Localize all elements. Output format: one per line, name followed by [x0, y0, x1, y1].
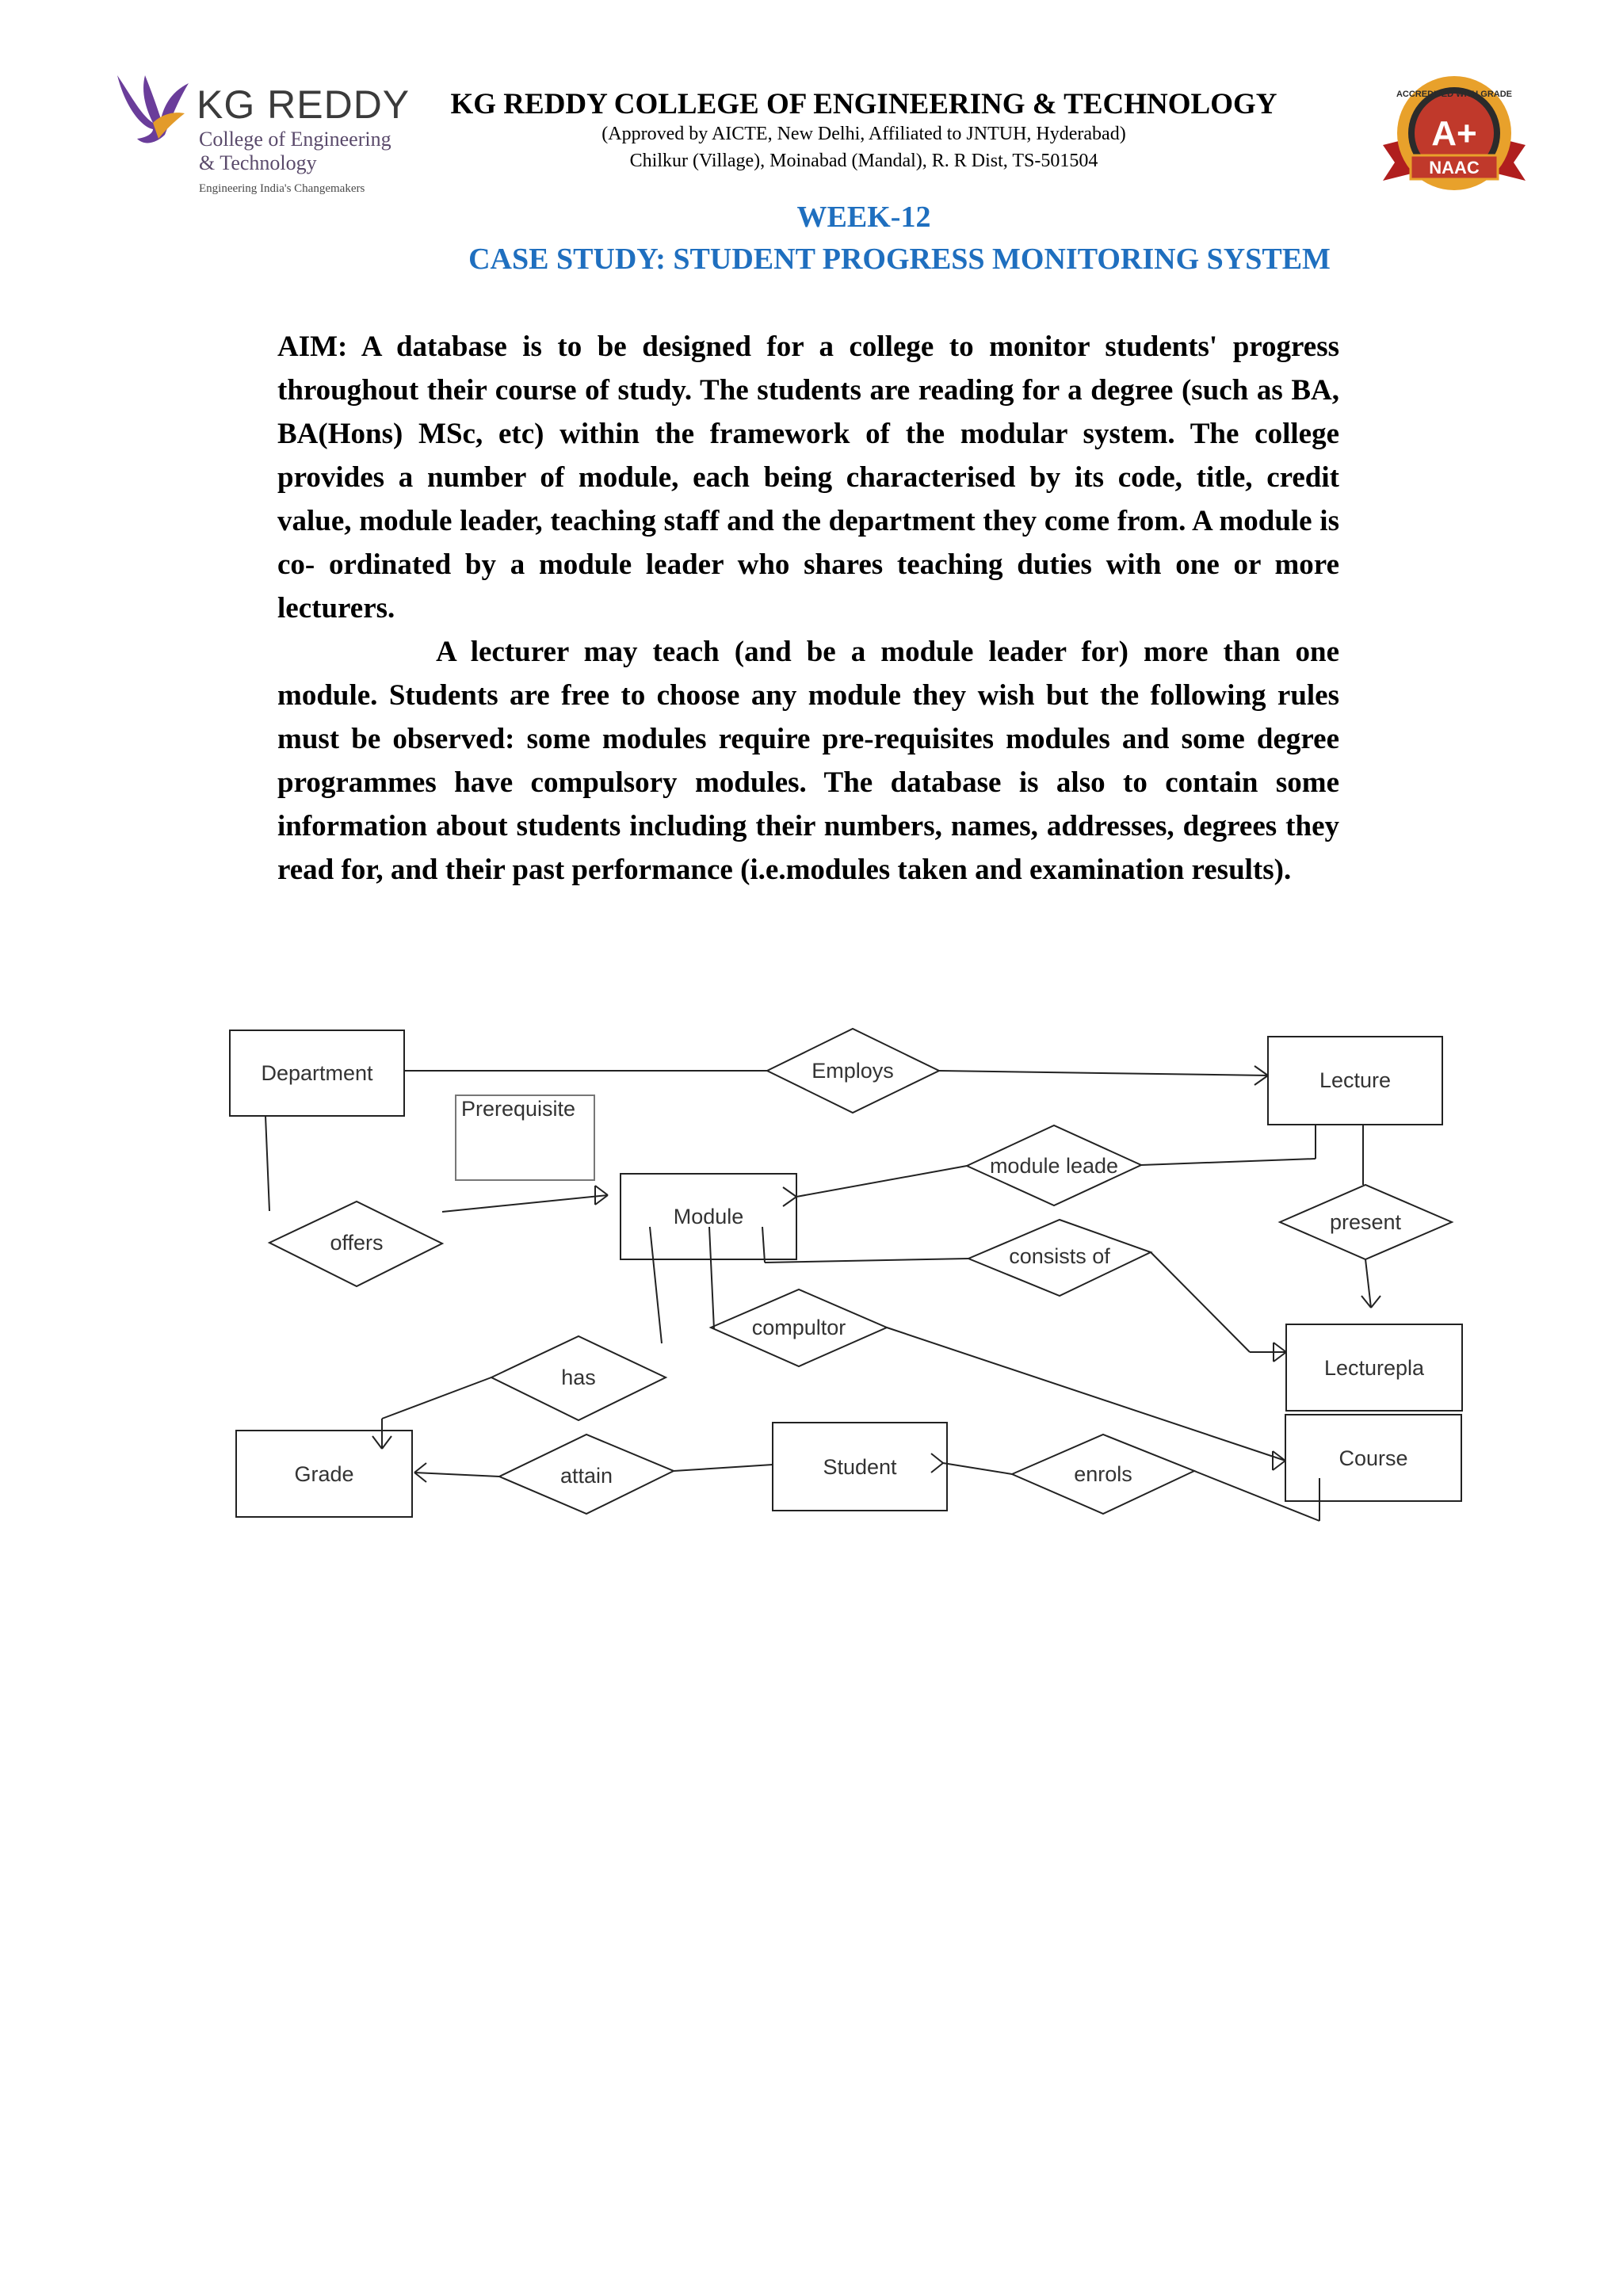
rel-attain: attain [559, 1464, 613, 1488]
approval-line: (Approved by AICTE, New Delhi, Affiliated to JNTUH, Hyderabad) [601, 124, 1126, 144]
rel-has: has [561, 1366, 596, 1389]
line-student-enrols [943, 1463, 1012, 1474]
line-module-compultor [709, 1227, 714, 1329]
college-logo [109, 67, 411, 202]
naac-ring-text: ACCREDITED WITH GRADE [1396, 90, 1513, 99]
entity-course: Course [1338, 1446, 1408, 1470]
entity-student: Student [823, 1455, 897, 1479]
line-module-has [650, 1227, 662, 1343]
college-name: KG REDDY COLLEGE OF ENGINEERING & TECHNOLOGY [450, 88, 1277, 120]
entity-lecture: Lecture [1319, 1068, 1392, 1092]
logo-line1: College of Engineering [199, 128, 391, 151]
logo-main-text: KG REDDY [197, 82, 411, 127]
entity-module: Module [673, 1205, 744, 1228]
rel-module-leade: module leade [989, 1154, 1119, 1178]
naac-label: NAAC [1429, 158, 1480, 178]
rel-employs: Employs [812, 1059, 894, 1083]
entity-department: Department [261, 1061, 373, 1085]
line-module-consistsof-down [762, 1227, 765, 1263]
line-attain-student [674, 1465, 773, 1471]
aim-paragraph-1: AIM: A database is to be designed for a college to monitor students' progress throughout their course of study. The students are reading for a degree (such as BA, BA(Hons) MSc, etc) within the framework of the modular system. The college provides a number of module, each being characterised by its code, title, credit value, module leader, teaching staff and the department they come from. A module is co- ordinated by a module leader who shares teaching duties with one or more lecturers. [277, 330, 1339, 625]
address-line: Chilkur (Village), Moinabad (Mandal), R. R Dist, TS-501504 [629, 151, 1098, 171]
logo-tagline: Engineering India's Changemakers [199, 182, 365, 195]
rel-consists-of: consists of [1009, 1244, 1110, 1268]
line-module-moduleleade [796, 1166, 967, 1197]
eagle-logo-icon [109, 67, 197, 155]
aim-section [277, 325, 1339, 892]
case-study-title: CASE STUDY: STUDENT PROGRESS MONITORING SYSTEM [468, 243, 1331, 276]
rel-present: present [1329, 1210, 1402, 1234]
entity-lecturepla: Lecturepla [1323, 1356, 1425, 1380]
week-heading: WEEK-12 [796, 201, 931, 234]
line-employs-lecture [939, 1071, 1268, 1075]
line-grade-attain [414, 1473, 499, 1477]
line-department-offers [265, 1116, 269, 1211]
line-consistsof-lecturepla [1151, 1252, 1250, 1352]
line-present-lecturepla [1365, 1259, 1371, 1308]
logo-line2: & Technology [199, 151, 317, 174]
entity-prerequisite: Prerequisite [461, 1097, 576, 1121]
naac-badge [1375, 70, 1533, 201]
aim-paragraph-2: A lecturer may teach (and be a module leader for) more than one module. Students are free to choose any module they wish but the following rules must be observed: some modules require pre-requisites modules and some degree programmes have compulsory modules. The database is also to contain some information about students including their numbers, names, addresses, degrees they read for, and their past performance (i.e.modules taken and examination results). [277, 636, 1339, 886]
line-offers-module [442, 1195, 608, 1212]
naac-grade: A+ [1431, 114, 1477, 153]
rel-enrols: enrols [1074, 1462, 1132, 1486]
rel-offers: offers [330, 1231, 384, 1255]
line-moduleleade-lecture [1141, 1159, 1316, 1165]
line-has-grade [382, 1377, 491, 1419]
crows-foot-markers [372, 1066, 1381, 1482]
line-enrols-course [1194, 1471, 1319, 1521]
rel-compultor: compultor [751, 1316, 846, 1339]
er-diagram [226, 1014, 1494, 1601]
entity-grade: Grade [294, 1462, 354, 1486]
